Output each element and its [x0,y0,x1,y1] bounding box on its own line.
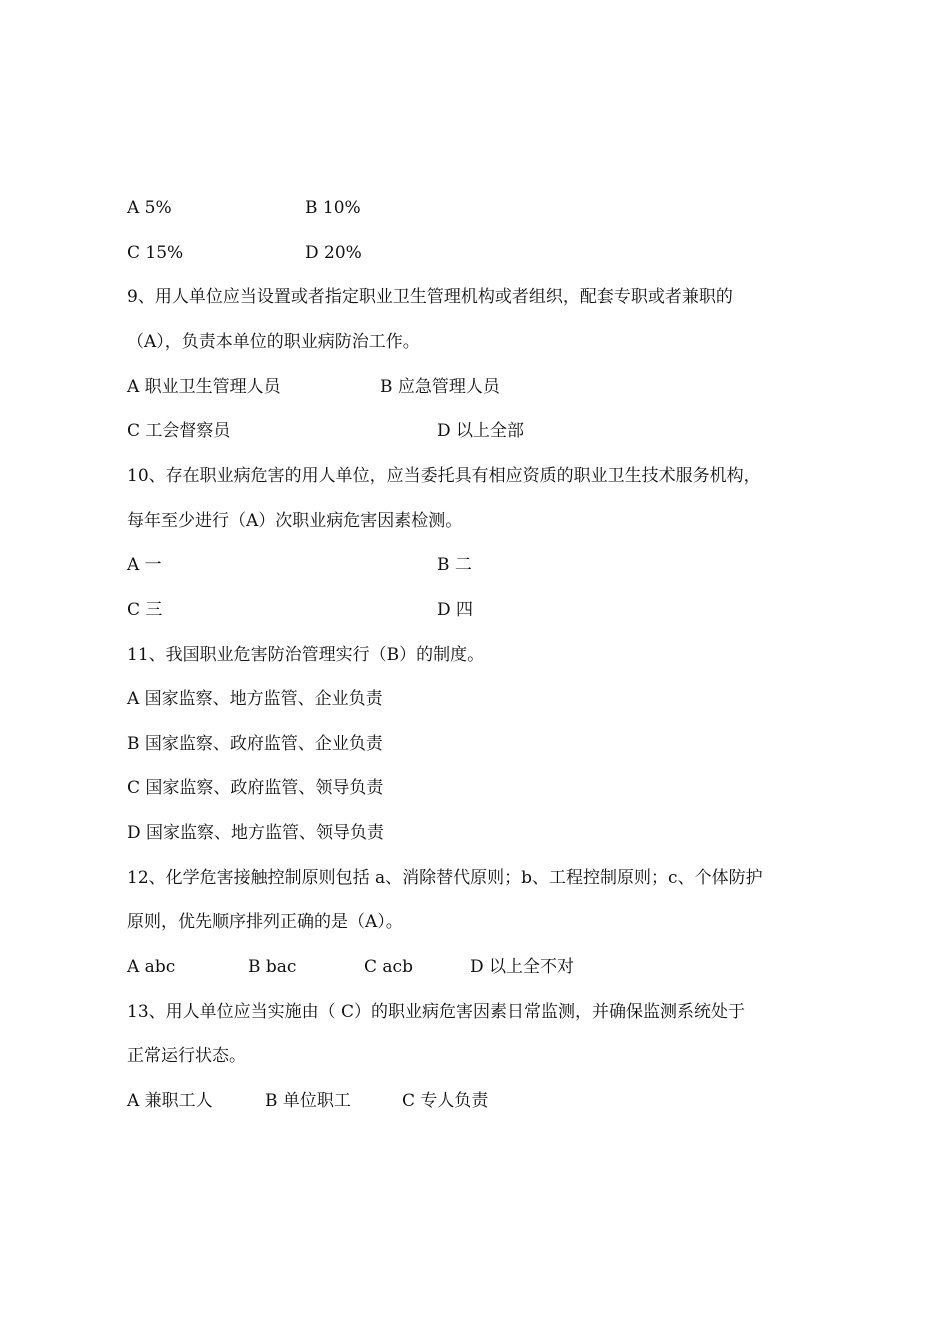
q11-stem: 11、我国职业危害防治管理实行（B）的制度。 [127,645,485,665]
q10-stem-line-2: 每年至少进行（A）次职业病危害因素检测。 [127,511,463,531]
q10-option-b: B 二 [437,555,472,575]
q12-stem-line-1: 12、化学危害接触控制原则包括 a、消除替代原则；b、工程控制原则；c、个体防护 [127,868,763,888]
q8-option-c: C 15% [127,243,184,263]
q9-option-d: D 以上全部 [437,421,525,441]
q9-stem-line-1: 9、用人单位应当设置或者指定职业卫生管理机构或者组织，配套专职或者兼职的 [127,287,733,307]
q9-stem-line-2: （A），负责本单位的职业病防治工作。 [127,332,420,352]
q11-option-d: D 国家监察、地方监管、领导负责 [127,823,385,843]
q11-option-a: A 国家监察、地方监管、企业负责 [127,689,383,709]
q13-stem-line-2: 正常运行状态。 [127,1046,246,1066]
q8-option-a: A 5% [127,198,172,218]
q12-option-d: D 以上全不对 [470,957,575,977]
q12-option-a: A abc [127,957,176,977]
q13-option-b: B 单位职工 [265,1091,351,1111]
q11-option-b: B 国家监察、政府监管、企业负责 [127,734,383,754]
q13-stem-line-1: 13、用人单位应当实施由（ C）的职业病危害因素日常监测，并确保监测系统处于 [127,1002,746,1022]
q10-option-c: C 三 [127,600,163,620]
q12-option-b: B bac [248,957,297,977]
q9-option-c: C 工会督察员 [127,421,231,441]
q8-option-d: D 20% [305,243,362,263]
q13-option-c: C 专人负责 [402,1091,489,1111]
q9-option-b: B 应急管理人员 [380,377,500,397]
q8-option-b: B 10% [305,198,361,218]
q11-option-c: C 国家监察、政府监管、领导负责 [127,778,384,798]
q10-stem-line-1: 10、存在职业病危害的用人单位，应当委托具有相应资质的职业卫生技术服务机构， [127,466,761,486]
q12-stem-line-2: 原则，优先顺序排列正确的是（A）。 [127,912,403,932]
q12-option-c: C acb [364,957,413,977]
q9-option-a: A 职业卫生管理人员 [127,377,281,397]
q10-option-d: D 四 [437,600,474,620]
q10-option-a: A 一 [127,555,162,575]
q13-option-a: A 兼职工人 [127,1091,213,1111]
